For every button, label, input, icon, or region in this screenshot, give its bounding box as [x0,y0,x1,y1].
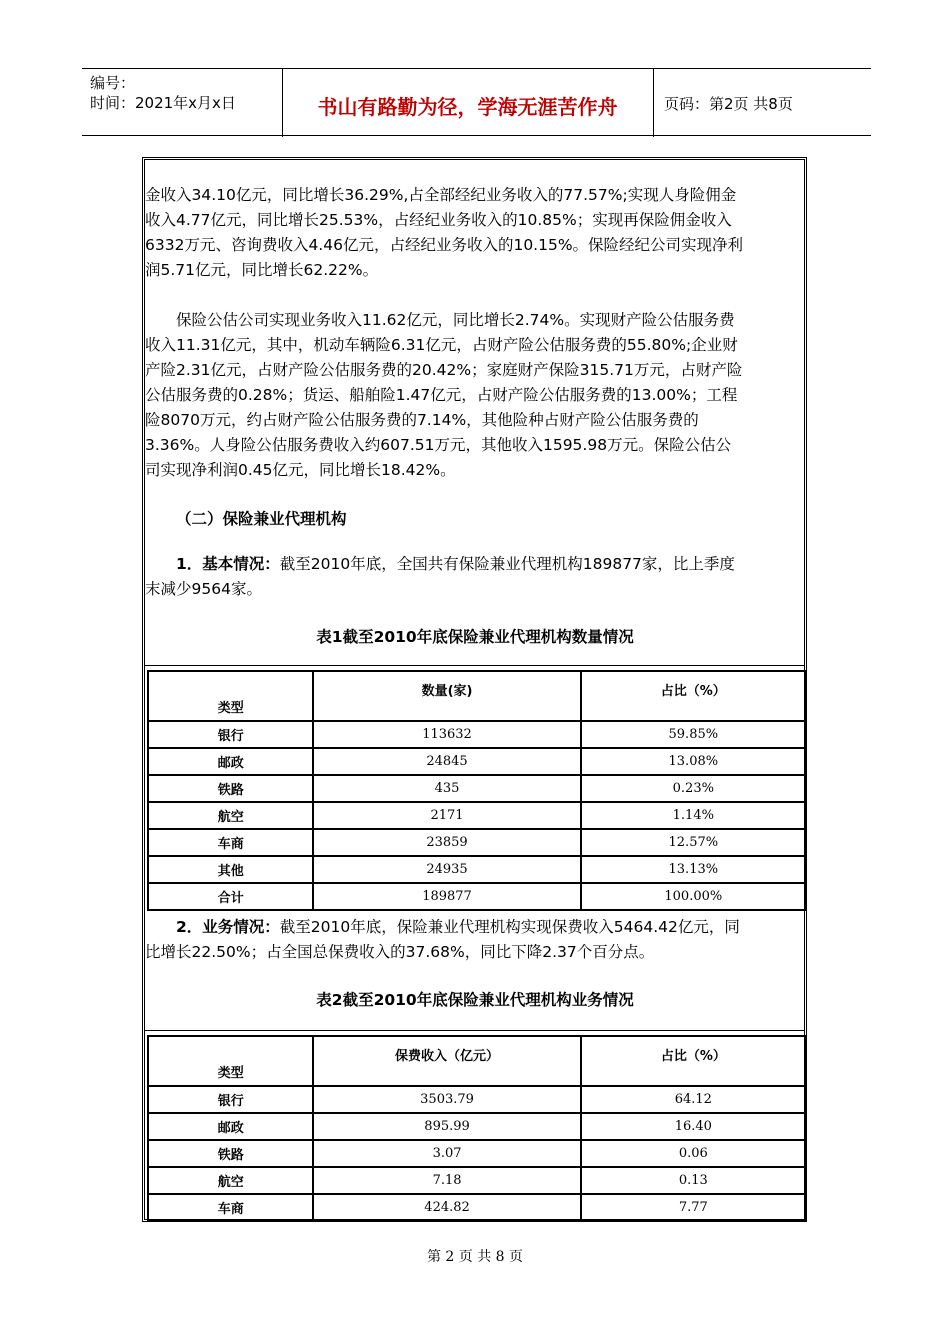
table-row [148,721,806,748]
paragraph-line: 金收入34.10亿元，同比增长36.29%,占全部经纪业务收入的77.57%;实现人身险佣金 [145,186,737,204]
header-premium: 保费收入（亿元） [313,1036,580,1086]
cell-type: 航空 [148,1167,313,1194]
paragraph-line: 收入11.31亿元，其中，机动车辆险6.31亿元，占财产险公估服务费的55.80%;企业财 [145,336,738,354]
cell-type: 车商 [148,1194,313,1221]
table-row [148,829,806,856]
header-type: 类型 [148,671,313,721]
table1 [147,670,807,911]
business-info-line [145,915,805,940]
cell-share: 16.40 [581,1113,806,1140]
paragraph-line: 险8070万元，约占财产险公估服务费的7.14%，其他险种占财产险公估服务费的 [145,411,699,429]
paragraph-line: 公估服务费的0.28%；货运、船舶险1.47亿元，占财产险公估服务费的13.00%；工程 [145,386,738,404]
cell-count: 2171 [313,802,580,829]
paragraph-line: 比增长22.50%；占全国总保费收入的37.68%，同比下降2.37个百分点。 [145,943,655,961]
page-header [82,68,871,136]
basic-info-label: 1．基本情况： [176,555,280,573]
table-header-row [148,1036,806,1086]
table-row [148,883,806,910]
cell-share: 1.14% [581,802,806,829]
business-info-text: 截至2010年底，保险兼业代理机构实现保费收入5464.42亿元，同 [279,918,740,936]
table-row [148,1194,806,1221]
header-share: 占比（%） [581,671,806,721]
paragraph-line: 司实现净利润0.45亿元，同比增长18.42%。 [145,461,456,479]
header-motto: 书山有路勤为径，学海无涯苦作舟 [317,95,618,119]
cell-count: 24935 [313,856,580,883]
cell-type: 银行 [148,1086,313,1113]
cell-share: 7.77 [581,1194,806,1221]
cell-type: 银行 [148,721,313,748]
cell-type: 邮政 [148,1113,313,1140]
cell-share: 0.13 [581,1167,806,1194]
cell-share: 0.23% [581,775,806,802]
header-divider [653,69,654,137]
cell-share: 0.06 [581,1140,806,1167]
cell-type: 其他 [148,856,313,883]
business-info-label: 2．业务情况： [176,918,280,936]
caption-rule [145,1030,805,1031]
table2 [147,1035,807,1222]
cell-count: 189877 [313,883,580,910]
paragraph-line: 3.36%。人身险公估服务费收入约607.51万元，其他收入1595.98万元。保险公估公 [145,436,732,454]
cell-premium: 3.07 [313,1140,580,1167]
header-share: 占比（%） [581,1036,806,1086]
cell-type: 铁路 [148,775,313,802]
table-header-row [148,671,806,721]
header-meta [90,73,236,113]
table-row [148,802,806,829]
paragraph-line: 产险2.31亿元，占财产险公估服务费的20.42%；家庭财产保险315.71万元，占财产险 [145,361,743,379]
cell-count: 113632 [313,721,580,748]
paragraph-line: 保险公估公司实现业务收入11.62亿元，同比增长2.74%。实现财产险公估服务费 [176,311,735,329]
doc-number-label: 编号： [90,74,136,92]
doc-time-label: 时间：2021年x月x日 [90,94,236,112]
table-row [148,1113,806,1140]
cell-share: 100.00% [581,883,806,910]
cell-share: 59.85% [581,721,806,748]
cell-type: 航空 [148,802,313,829]
basic-info-text: 截至2010年底，全国共有保险兼业代理机构189877家，比上季度 [279,555,735,573]
paragraph-line: 6332万元、咨询费收入4.46亿元，占经纪业务收入的10.15%。保险经纪公司实现净利 [145,236,744,254]
table2-caption: 表2截至2010年底保险兼业代理机构业务情况 [316,991,634,1009]
cell-type: 铁路 [148,1140,313,1167]
cell-type: 合计 [148,883,313,910]
section-title: （二）保险兼业代理机构 [176,510,347,528]
cell-share: 13.08% [581,748,806,775]
page-footer: 第 2 页 共 8 页 [426,1249,524,1265]
cell-type: 邮政 [148,748,313,775]
cell-premium: 424.82 [313,1194,580,1221]
table-row [148,1140,806,1167]
cell-type: 车商 [148,829,313,856]
table-row [148,1167,806,1194]
paragraph-line: 润5.71亿元，同比增长62.22%。 [145,261,379,279]
cell-share: 12.57% [581,829,806,856]
cell-premium: 895.99 [313,1113,580,1140]
cell-share: 64.12 [581,1086,806,1113]
cell-count: 24845 [313,748,580,775]
table-row [148,1086,806,1113]
table-row [148,748,806,775]
table-row [148,856,806,883]
cell-premium: 3503.79 [313,1086,580,1113]
cell-share: 13.13% [581,856,806,883]
header-type: 类型 [148,1036,313,1086]
header-page-number: 页码：第2页 共8页 [664,95,793,113]
caption-rule [145,665,805,666]
cell-count: 435 [313,775,580,802]
content-frame [142,157,807,1222]
table-row [148,775,806,802]
header-count: 数量(家) [313,671,580,721]
paragraph-line: 收入4.77亿元，同比增长25.53%，占经纪业务收入的10.85%；实现再保险佣金收入 [145,211,732,229]
paragraph-line: 末减少9564家。 [145,580,262,598]
cell-premium: 7.18 [313,1167,580,1194]
table1-caption: 表1截至2010年底保险兼业代理机构数量情况 [316,628,634,646]
cell-count: 23859 [313,829,580,856]
basic-info-line [145,552,805,577]
